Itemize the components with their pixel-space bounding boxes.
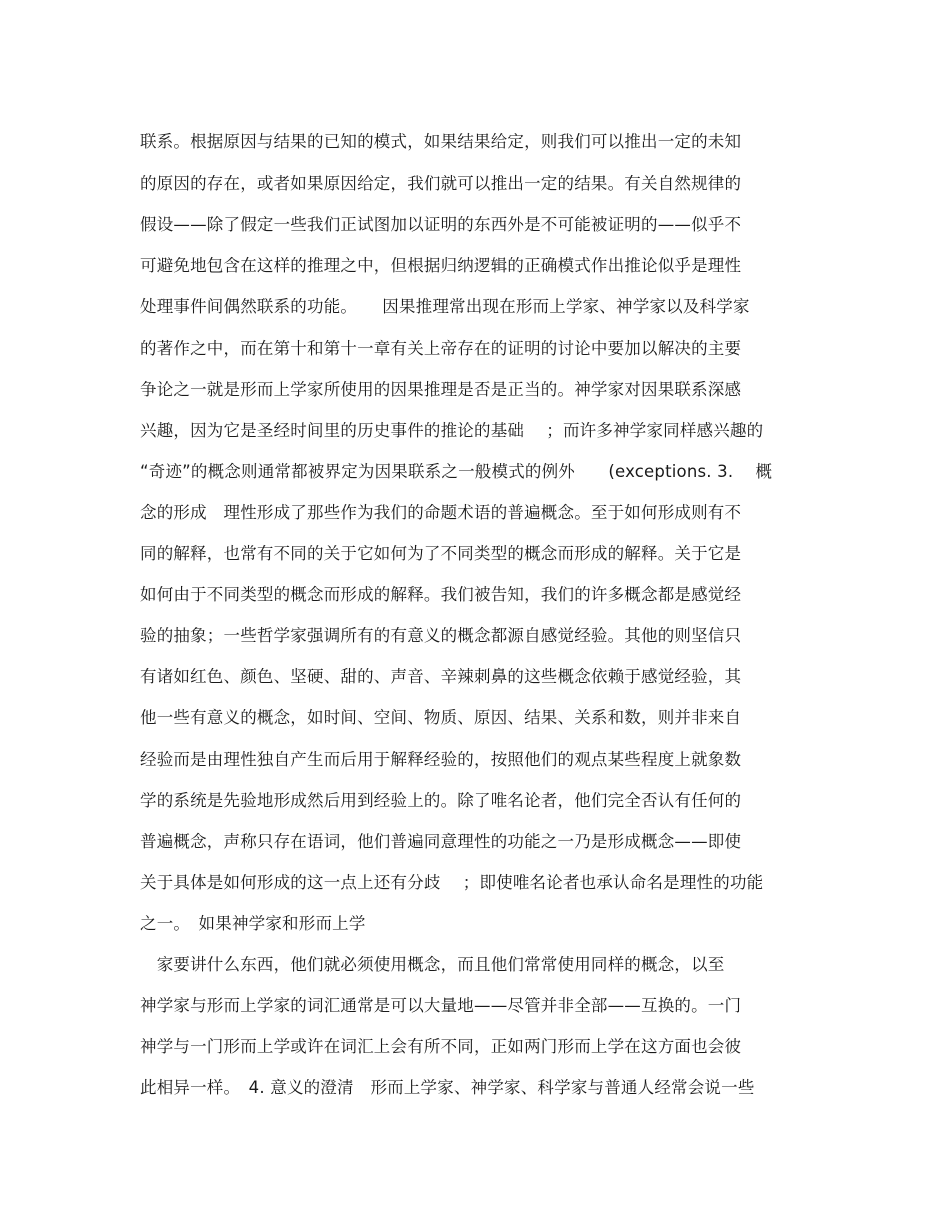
text-line: “奇迹”的概念则通常都被界定为因果联系之一般模式的例外 (exceptions. 3. 概 [140, 462, 773, 481]
text-line: 此相异一样。 4. 意义的澄清 形而上学家、神学家、科学家与普通人经常会说一些 [140, 1078, 755, 1097]
text-line: 念的形成 理性形成了那些作为我们的命题术语的普遍概念。至于如何形成则有不 [140, 503, 742, 522]
text-line: 处理事件间偶然联系的功能。 因果推理常出现在形而上学家、神学家以及科学家 [140, 297, 750, 316]
text-line: 如何由于不同类型的概念而形成的解释。我们被告知，我们的许多概念都是感觉经 [140, 585, 742, 604]
text-line: 兴趣，因为它是圣经时间里的历史事件的推论的基础 ；而许多神学家同样感兴趣的 [140, 421, 764, 440]
text-line: 关于具体是如何形成的这一点上还有分歧 ；即使唯名论者也承认命名是理性的功能 [140, 873, 764, 892]
text-line: 同的解释，也常有不同的关于它如何为了不同类型的概念而形成的解释。关于它是 [140, 544, 742, 563]
text-line: 他一些有意义的概念，如时间、空间、物质、原因、结果、关系和数，则并非来自 [140, 708, 742, 727]
text-line: 家要讲什么东西，他们就必须使用概念，而且他们常常使用同样的概念，以至 [140, 955, 725, 974]
text-line: 经验而是由理性独自产生而后用于解释经验的，按照他们的观点某些程度上就象数 [140, 750, 742, 769]
text-line: 普遍概念，声称只存在语词，他们普遍同意理性的功能之一乃是形成概念——即使 [140, 832, 742, 851]
text-line: 神学家与形而上学家的词汇通常是可以大量地——尽管并非全部——互换的。一门 [140, 996, 742, 1015]
text-line: 之一。 如果神学家和形而上学 [140, 914, 366, 933]
text-line: 有诸如红色、颜色、坚硬、甜的、声音、辛辣刺鼻的这些概念依赖于感觉经验，其 [140, 667, 742, 686]
text-line: 神学与一门形而上学或许在词汇上会有所不同，正如两门形而上学在这方面也会彼 [140, 1037, 742, 1056]
text-line: 学的系统是先验地形成然后用到经验上的。除了唯名论者，他们完全否认有任何的 [140, 791, 742, 810]
text-line: 的著作之中，而在第十和第十一章有关上帝存在的证明的讨论中要加以解决的主要 [140, 339, 742, 358]
text-line: 联系。根据原因与结果的已知的模式，如果结果给定，则我们可以推出一定的未知 [140, 132, 742, 151]
text-line: 争论之一就是形而上学家所使用的因果推理是否是正当的。神学家对因果联系深感 [140, 380, 742, 399]
text-line: 假设——除了假定一些我们正试图加以证明的东西外是不可能被证明的——似乎不 [140, 215, 742, 234]
text-line: 可避免地包含在这样的推理之中，但根据归纳逻辑的正确模式作出推论似乎是理性 [140, 256, 742, 275]
text-line: 的原因的存在，或者如果原因给定，我们就可以推出一定的结果。有关自然规律的 [140, 174, 742, 193]
text-line: 验的抽象；一些哲学家强调所有的有意义的概念都源自感觉经验。其他的则坚信只 [140, 626, 742, 645]
